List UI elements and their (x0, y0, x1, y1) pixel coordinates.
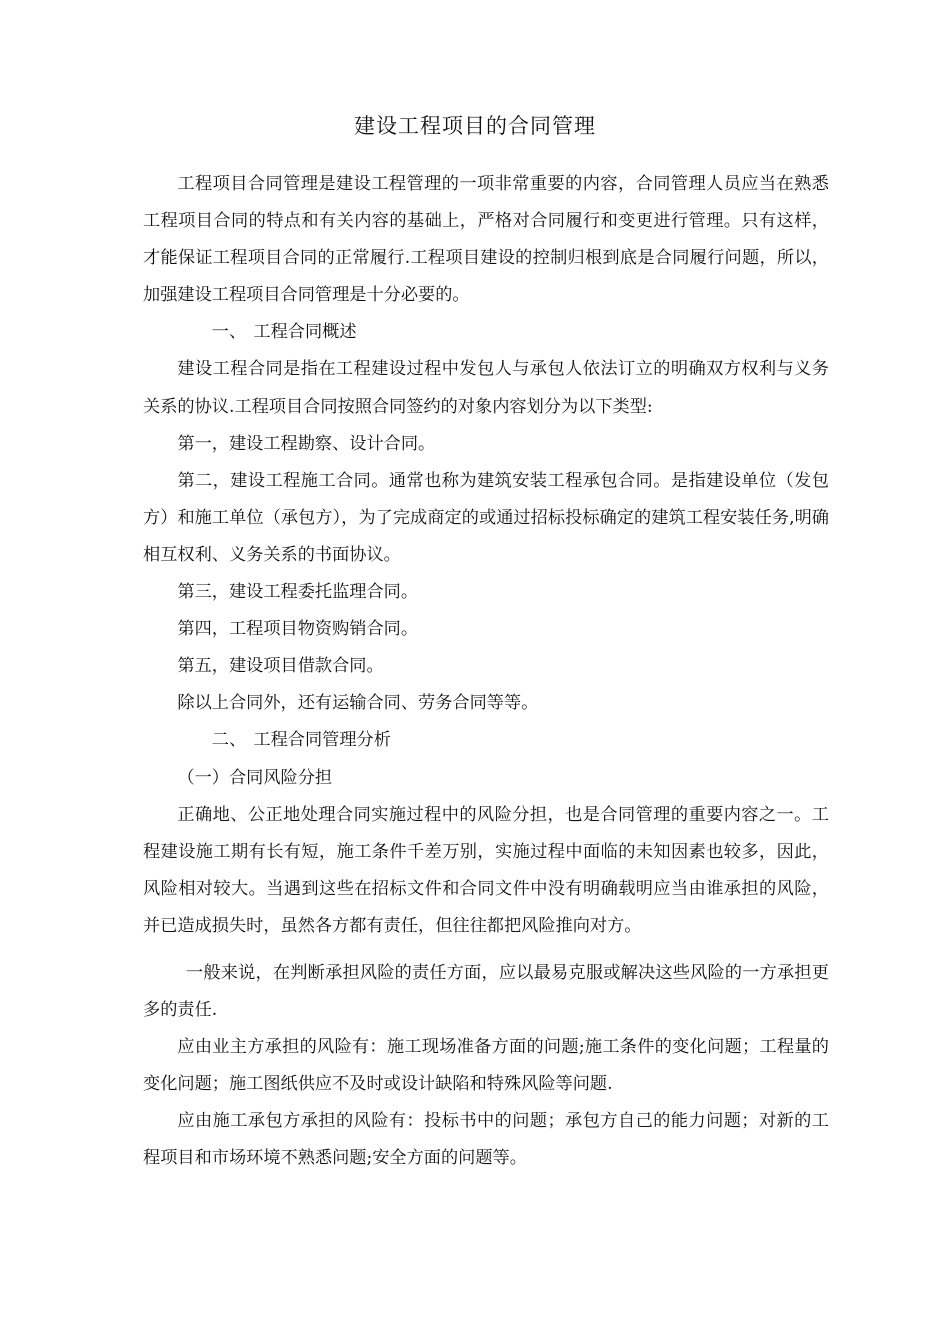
risk-paragraph: 正确地、公正地处理合同实施过程中的风险分担，也是合同管理的重要内容之一。工程建设施工期有长有短，施工条件千差万别，实施过程中面临的未知因素也较多，因此，风险相对较大。当遇到这些在招标文件和合同文件中没有明确载明应当由谁承担的风险，并已造成损失时，虽然各方都有责任，但往往都把风险推向对方。 (143, 804, 829, 936)
owner-risk-paragraph: 应由业主方承担的风险有：施工现场准备方面的问题;施工条件的变化问题；工程量的变化问题；施工图纸供应不及时或设计缺陷和特殊风险等问题. (143, 1037, 829, 1095)
document-body (143, 166, 829, 1178)
contract-type-4: 第四，工程项目物资购销合同。 (177, 619, 419, 640)
section-title-2: 工程合同管理分析 (253, 730, 391, 751)
contract-type-3: 第三，建设工程委托监理合同。 (177, 582, 419, 603)
section-title-1: 工程合同概述 (253, 322, 357, 343)
document-title: 建设工程项目的合同管理 (354, 114, 596, 138)
intro-paragraph: 工程项目合同管理是建设工程管理的一项非常重要的内容，合同管理人员应当在熟悉工程项目合同的特点和有关内容的基础上，严格对合同履行和变更进行管理。只有这样，才能保证工程项目合同的正常履行.工程项目建设的控制归根到底是合同履行问题，所以，加强建设工程项目合同管理是十分必要的。 (143, 174, 829, 306)
other-contracts-paragraph: 除以上合同外，还有运输合同、劳务合同等等。 (177, 693, 539, 714)
definition-paragraph: 建设工程合同是指在工程建设过程中发包人与承包人依法订立的明确双方权利与义务关系的协议.工程项目合同按照合同签约的对象内容划分为以下类型: (143, 359, 829, 417)
general-principle-paragraph: 一般来说，在判断承担风险的责任方面，应以最易克服或解决这些风险的一方承担更多的责任. (143, 962, 829, 1021)
section-heading-2 (143, 722, 829, 759)
section-number-2: 二、 (211, 730, 247, 751)
section-number-1: 一、 (211, 322, 247, 343)
contract-type-5: 第五，建设项目借款合同。 (177, 656, 384, 677)
contract-type-1: 第一，建设工程勘察、设计合同。 (177, 433, 436, 454)
contractor-risk-paragraph: 应由施工承包方承担的风险有：投标书中的问题；承包方自己的能力问题；对新的工程项目和市场环境不熟悉问题;安全方面的问题等。 (143, 1111, 829, 1169)
section-heading-1 (143, 314, 829, 351)
contract-type-2: 第二，建设工程施工合同。通常也称为建筑安装工程承包合同。是指建设单位（发包方）和施工单位（承包方），为了完成商定的或通过招标投标确定的建筑工程安装任务,明确相互权利、义务关系的书面协议。 (143, 470, 829, 565)
subsection-heading-1: （一）合同风险分担 (177, 767, 333, 788)
